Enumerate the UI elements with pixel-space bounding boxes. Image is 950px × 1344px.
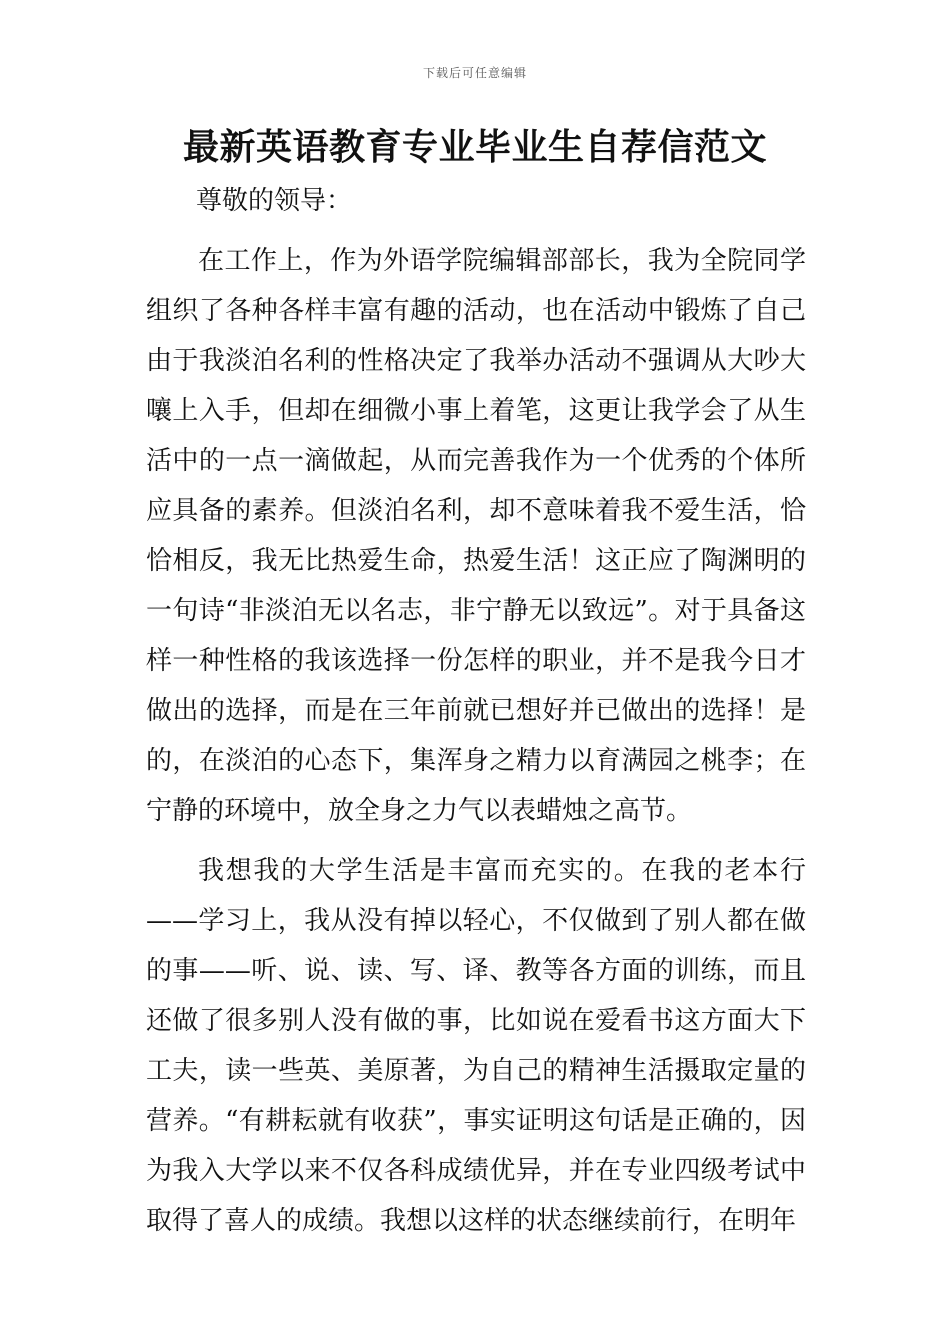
paragraph-work: 在工作上，作为外语学院编辑部部长，我为全院同学组织了各种各样丰富有趣的活动，也在活动中锻炼了自己由于我淡泊名利的性格决定了我举办活动不强调从大吵大嚷上入手，但却在细微小事上着笔，这更让我学会了从生活中的一点一滴做起，从而完善我作为一个优秀的个体所应具备的素养。但淡泊名利，却不意味着我不爱生活，恰恰相反，我无比热爱生命，热爱生活！这正应了陶渊明的一句诗“非淡泊无以名志，非宁静无以致远”。对于具备这样一种性格的我该选择一份怎样的职业，并不是我今日才做出的选择，而是在三年前就已想好并已做出的选择！是的，在淡泊的心态下，集浑身之精力以育满园之桃李；在宁静的环境中，放全身之力气以表蜡烛之高节。 bbox=[146, 246, 806, 826]
document-body bbox=[146, 176, 806, 1246]
document-title: 最新英语教育专业毕业生自荐信范文 bbox=[182, 127, 767, 168]
salutation: 尊敬的领导： bbox=[196, 186, 353, 216]
paragraph-study: 我想我的大学生活是丰富而充实的。在我的老本行——学习上，我从没有掉以轻心，不仅做到了别人都在做的事——听、说、读、写、译、教等各方面的训练，而且还做了很多别人没有做的事，比如说在爱看书这方面大下工夫，读一些英、美原著，为自己的精神生活摄取定量的营养。“有耕耘就有收获”，事实证明这句话是正确的，因为我入大学以来不仅各科成绩优异，并在专业四级考试中取得了喜人的成绩。我想以这样的状态继续前行，在明年 bbox=[146, 856, 806, 1236]
header-note: 下载后可任意编辑 bbox=[422, 66, 527, 80]
